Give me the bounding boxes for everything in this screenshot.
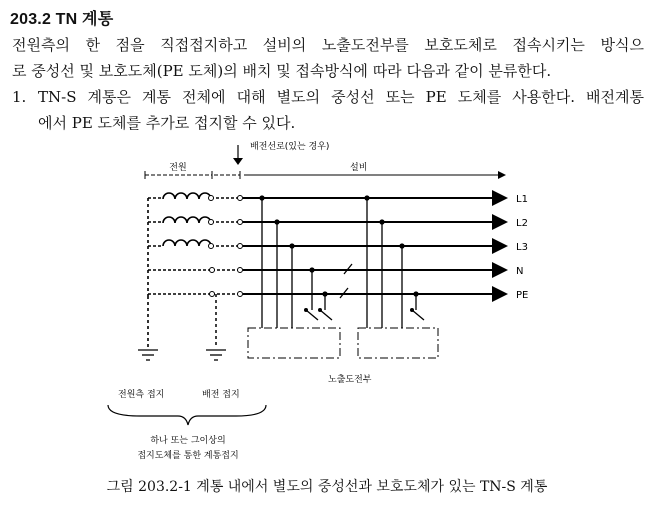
source-earth-label: 전원측 접지 [118,390,165,400]
source-windings [148,193,212,348]
list-item-line-1: TN-S 계통은 계통 전체에 대해 별도의 중성선 또는 PE 도체를 사용한다. 배전계통 [38,88,644,106]
distribution-earth-label: 배전 접지 [202,390,240,400]
installation-span [244,161,505,175]
distribution-line [211,198,240,348]
load-2-taps [367,198,424,328]
load-1-taps [262,198,332,328]
installation-label: 설비 [350,163,368,173]
installation-conductors [243,198,506,294]
list-item-number: 1. [12,88,27,106]
label-n: N [516,266,524,277]
label-l2: L2 [516,218,528,229]
distribution-label: 배전선로(있는 경우) [250,142,330,152]
conductor-labels [516,194,528,301]
source-earth-symbol [138,350,158,360]
source-label: 전원 [169,163,187,173]
exposed-parts-label: 노출도전부 [328,375,372,385]
exposed-part-1 [248,328,340,358]
tn-s-system-diagram [0,135,654,475]
paragraph-line-1: 전원측의 한 점을 직접접지하고 설비의 노출도전부를 보호도체로 접속시키는 방식으 [12,36,644,54]
distribution-span [214,140,329,179]
label-pe: PE [516,290,529,301]
earthing-note-line-1: 하나 또는 그이상의 [150,436,226,446]
paragraph [12,32,644,84]
label-l1: L1 [516,194,528,205]
distribution-earth-symbol [206,350,226,360]
winding-l2 [163,217,211,223]
winding-l1 [163,193,211,199]
exposed-parts [248,328,438,358]
source-span [145,161,212,179]
list-item-line-2: 에서 PE 도체를 추가로 접지할 수 있다. [38,114,296,132]
exposed-part-2 [358,328,438,358]
label-l3: L3 [516,242,528,253]
paragraph-line-2: 로 중성선 및 보호도체(PE 도체)의 배치 및 접속방식에 따라 다음과 같이 분류한다. [12,62,552,80]
section-heading: 203.2 TN 계통 [10,11,114,28]
terminals [209,196,243,297]
figure-caption: 그림 203.2-1 계통 내에서 별도의 중성선과 보호도체가 있는 TN-S 계통 [106,479,548,495]
winding-l3 [163,240,211,246]
earthing-note-line-2: 접지도체를 통한 계통접지 [137,451,239,461]
earthing-brace [108,405,266,425]
